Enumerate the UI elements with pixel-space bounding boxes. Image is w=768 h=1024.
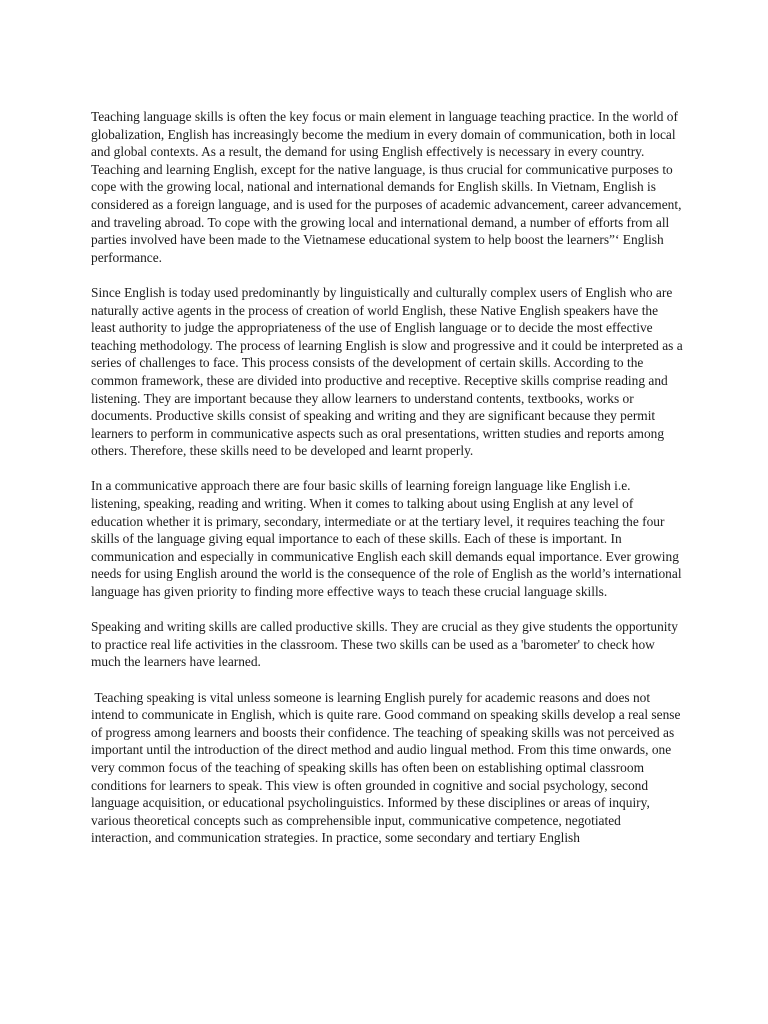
paragraph-1: Teaching language skills is often the key focus or main element in language teaching practice. In the world of globalization, English has increasingly become the medium in every domain of communication, both in local and global contexts. As a result, the demand for using English effectively is necessary in every country. Teaching and learning English, except for the native language, is thus crucial for communicative purposes to cope with the growing local, national and international demands for English skills. In Vietnam, English is considered as a foreign language, and is used for the purposes of academic advancement, career advancement, and traveling abroad. To cope with the growing local and international demand, a number of efforts from all parties involved have been made to the Vietnamese educational system to help boost the learners”‘ English performance. <box>91 109 685 265</box>
paragraph-2: Since English is today used predominantly by linguistically and culturally complex users of English who are naturally active agents in the process of creation of world English, these Native English speakers have the least authority to judge the appropriateness of the use of English language or to decide the most effective teaching methodology. The process of learning English is slow and progressive and it could be interpreted as a series of challenges to face. This process consists of the development of certain skills. According to the common framework, these are divided into productive and receptive. Receptive skills comprise reading and listening. They are important because they allow learners to understand contents, textbooks, works or documents. Productive skills consist of speaking and writing and they are significant because they permit learners to perform in communicative aspects such as oral presentations, written studies and reports among others. Therefore, these skills need to be developed and learnt properly. <box>91 284 686 459</box>
document-body <box>91 108 686 847</box>
paragraph-4: Speaking and writing skills are called productive skills. They are crucial as they give students the opportunity to practice real life activities in the classroom. These two skills can be used as a 'barometer' to check how much the learners have learned. <box>91 619 682 670</box>
paragraph-5: Teaching speaking is vital unless someone is learning English purely for academic reasons and does not intend to communicate in English, which is quite rare. Good command on speaking skills develop a real sense of progress among learners and boosts their confidence. The teaching of speaking skills was not perceived as important until the introduction of the direct method and audio lingual method. From this time onwards, one very common focus of the teaching of speaking skills has often been on establishing optimal classroom conditions for learners to speak. This view is often grounded in cognitive and social psychology, second language acquisition, or educational psycholinguistics. Informed by these disciplines or areas of inquiry, various theoretical concepts such as comprehensible input, communicative competence, negotiated interaction, and communication strategies. In practice, some secondary and tertiary English <box>91 689 684 846</box>
paragraph-3: In a communicative approach there are four basic skills of learning foreign language like English i.e. listening, speaking, reading and writing. When it comes to talking about using English at any level of education whether it is primary, secondary, intermediate or at the tertiary level, it requires teaching the four skills of the language giving equal importance to each of these skills. Each of these is important. In communication and especially in communicative English each skill demands equal importance. Ever growing needs for using English around the world is the consequence of the role of English as the world’s international language has given priority to finding more effective ways to teach these crucial language skills. <box>91 478 685 600</box>
